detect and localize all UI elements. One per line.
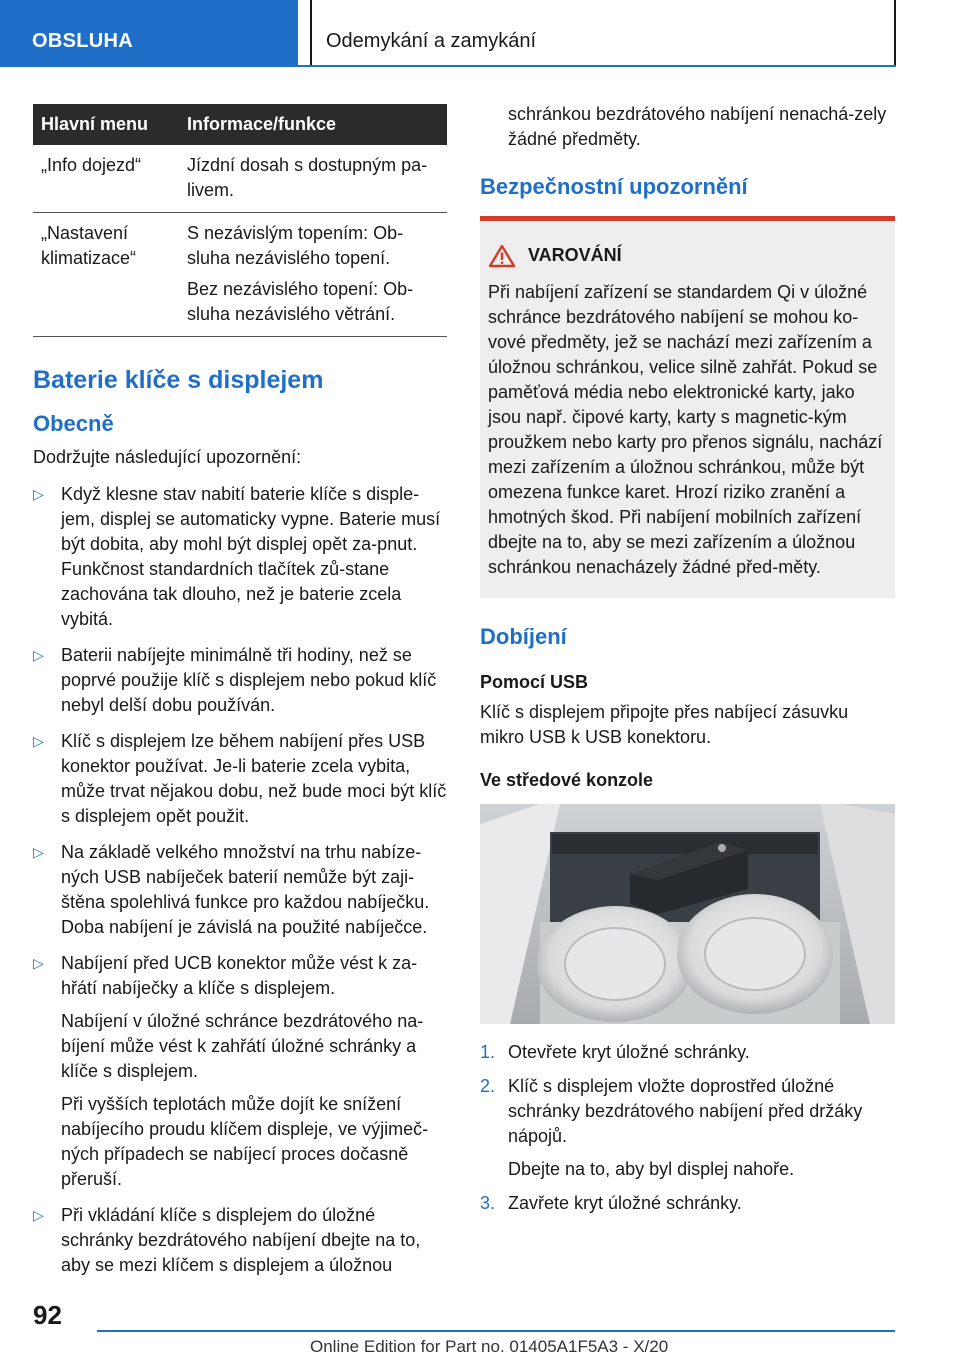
section-title: Baterie klíče s displejem	[33, 366, 324, 394]
table-row	[33, 213, 447, 337]
warning-label: VAROVÁNÍ	[528, 245, 622, 265]
list-item	[33, 951, 447, 1192]
step-number: 2.	[480, 1076, 496, 1096]
table-row	[33, 145, 447, 213]
list-item	[33, 482, 447, 632]
step-number: 3.	[480, 1193, 496, 1213]
footer-rule	[97, 1330, 895, 1332]
usb-title: Pomocí USB	[480, 672, 589, 692]
triangle-right-icon: ▷	[33, 733, 44, 749]
list-item-text: Když klesne stav nabití baterie klíče s disple-jem, displej se automaticky vypne. Baterie musí být dobita, aby mohl být displej opět za-pnut. Funkčnost standardních tlačítek zů-stane zachována tak dlouho, než je baterie zcela vybitá.	[61, 484, 441, 629]
menu-table	[33, 104, 447, 337]
charging-title: Dobíjení	[480, 624, 567, 649]
page-header-title: Odemykání a zamykání	[326, 30, 537, 52]
section-tab	[0, 0, 298, 66]
warning-heading	[488, 243, 887, 268]
header-divider-right	[894, 0, 896, 66]
console-photo	[480, 804, 895, 1024]
list-item	[33, 643, 447, 718]
header-rule	[0, 65, 896, 67]
list-item-text: Baterii nabíjejte minimálně tři hodiny, než se poprvé použije klíč s displejem nebo pokud klíč nebyl delší dobu používán.	[61, 645, 437, 715]
right-column	[480, 102, 895, 1225]
table-header-row	[33, 104, 447, 145]
header-divider	[310, 0, 312, 66]
triangle-right-icon: ▷	[33, 844, 44, 860]
warning-text: Při nabíjení zařízení se standardem Qi v úložné schránce bezdrátového nabíjení se mohou ko-vové předměty, jež se nachází mezi zařízením a úložnou schránkou, velice silně zahřát. Pokud se paměťová média nebo elektronické karty, jako jsou např. čipové karty, karty s magnetic-kým proužkem nebo karty pro přenos signálu, nachází mezi zařízením a úložnou schránkou, může být omezena funkce karet. Hrozí riziko zranění a hmotných škod. Při nabíjení mobilních zařízení dbejte na to, aby se mezi zařízením a úložnou schránkou nenacházely žádné před-měty.	[488, 282, 883, 577]
step-number: 1.	[480, 1042, 496, 1062]
step-text: Zavřete kryt úložné schránky.	[508, 1193, 742, 1213]
list-item-extra: Při vyšších teplotách může dojít ke snížení nabíjecího proudu klíčem displeje, ve výjimeč-ných případech se nabíjecí proces dočasně přeruší.	[61, 1094, 429, 1189]
console-title: Ve středové konzole	[480, 770, 654, 790]
warning-triangle-icon	[488, 244, 516, 268]
triangle-right-icon: ▷	[33, 1207, 44, 1223]
triangle-right-icon: ▷	[33, 486, 44, 502]
table-cell-menu: „Nastavení klimatizace“	[33, 213, 179, 337]
step-note: Dbejte na to, aby byl displej nahoře.	[508, 1159, 795, 1179]
usb-text: Klíč s displejem připojte přes nabíjecí zásuvku mikro USB k USB konektoru.	[480, 702, 849, 747]
intro-text: Dodržujte následující upozornění:	[33, 447, 302, 467]
steps-list	[480, 1040, 895, 1216]
step-text: Klíč s displejem vložte doprostřed úložné schránky bezdrátového nabíjení před držáky nápojů.	[508, 1076, 863, 1146]
safety-title: Bezpečnostní upozornění	[480, 174, 748, 199]
list-item-text: Při vkládání klíče s displejem do úložné schránky bezdrátového nabíjení dbejte na to, aby se mezi klíčem s displejem a úložnou	[61, 1205, 421, 1275]
section-label: OBSLUHA	[32, 30, 133, 52]
notice-list	[33, 482, 447, 1278]
continuation-text: schránkou bezdrátového nabíjení nenachá-zely žádné předměty.	[508, 104, 887, 149]
table-cell-text: Jízdní dosah s dostupným pa-livem.	[187, 155, 428, 200]
list-item-text: Klíč s displejem lze během nabíjení přes USB konektor používat. Je-li baterie zcela vybita, může trvat nějakou dobu, než bude moci být klíč s displejem opět použit.	[61, 731, 447, 826]
left-column	[33, 104, 447, 1289]
table-cell-menu: „Info dojezd“	[33, 145, 179, 213]
list-item	[33, 1203, 447, 1278]
table-cell-info	[179, 213, 447, 337]
step-item	[480, 1074, 895, 1182]
table-cell-info	[179, 145, 447, 213]
triangle-right-icon: ▷	[33, 647, 44, 663]
step-item	[480, 1040, 895, 1065]
warning-box	[480, 216, 895, 598]
triangle-right-icon: ▷	[33, 955, 44, 971]
footer-edition: Online Edition for Part no. 01405A1F5A3 - X/20	[310, 1337, 669, 1356]
subsection-title: Obecně	[33, 411, 114, 436]
step-text: Otevřete kryt úložné schránky.	[508, 1042, 750, 1062]
list-item-text: Nabíjení před UCB konektor může vést k za-hřátí nabíječky a klíče s displejem.	[61, 953, 418, 998]
table-header-cell: Hlavní menu	[33, 104, 179, 145]
list-item	[33, 729, 447, 829]
list-item-extra: Nabíjení v úložné schránce bezdrátového na-bíjení může vést k zahřátí úložné schránky a klíče s displejem.	[61, 1011, 424, 1081]
list-item	[33, 840, 447, 940]
table-cell-text: Bez nezávislého topení: Ob-sluha nezávislého větrání.	[187, 279, 414, 324]
page-number: 92	[33, 1300, 62, 1330]
table-cell-text: S nezávislým topením: Ob-sluha nezávislého topení.	[187, 223, 404, 268]
table-header-cell: Informace/funkce	[179, 104, 447, 145]
list-item-text: Na základě velkého množství na trhu nabíze-ných USB nabíječek baterií nemůže být zaji-štěna spolehlivá funkce pro každou nabíječku. Doba nabíjení je závislá na použité nabíječce.	[61, 842, 430, 937]
step-item	[480, 1191, 895, 1216]
